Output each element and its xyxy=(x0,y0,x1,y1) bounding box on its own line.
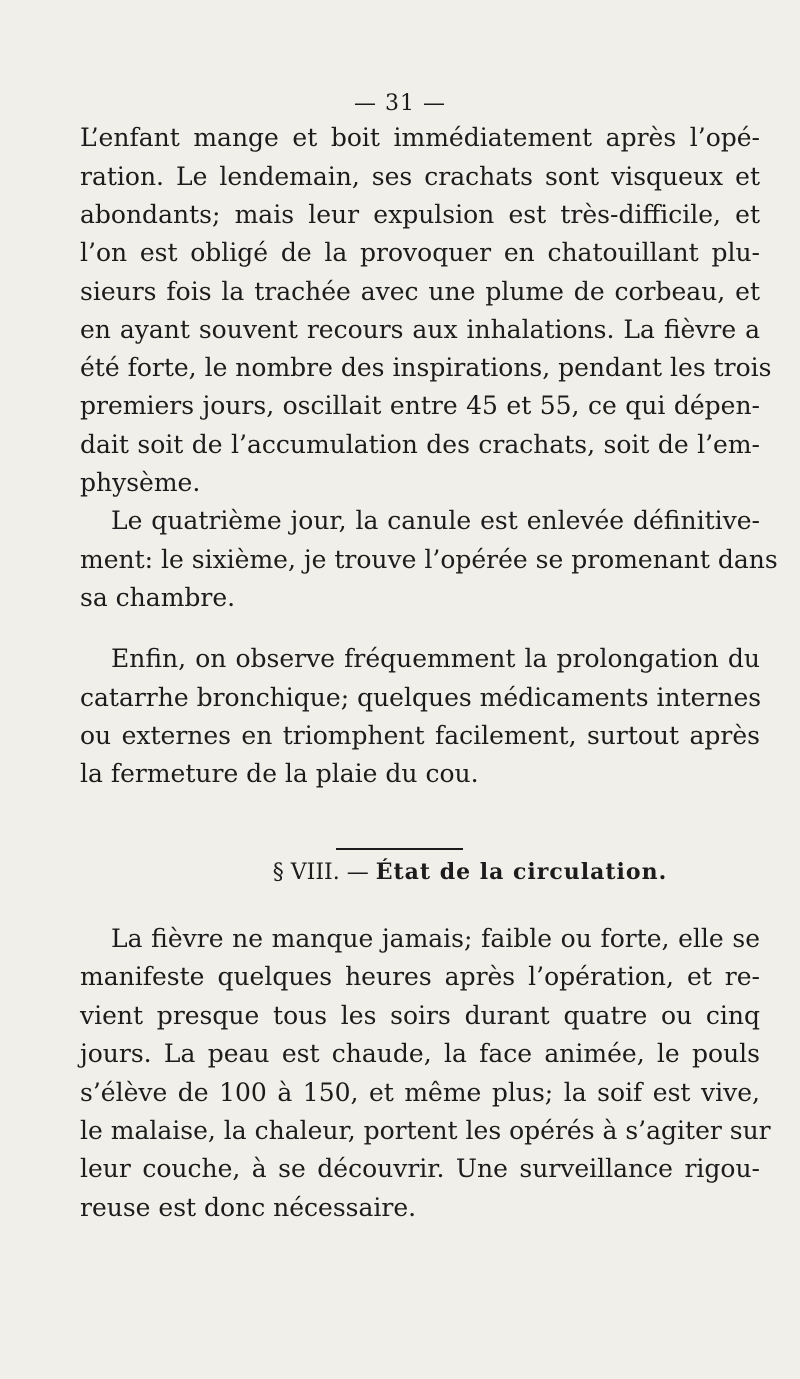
text-line: leur couche, à se découvrir. Une surveillance rigou- xyxy=(80,1154,760,1183)
text-line: manifeste quelques heures après l’opération, et re- xyxy=(80,962,760,991)
text-line: La fièvre ne manque jamais; faible ou forte, elle se xyxy=(111,924,760,953)
text-line: physème. xyxy=(80,468,201,497)
section-title: État de la circulation. xyxy=(375,859,668,885)
text-line: ou externes en triomphent facilement, surtout après xyxy=(80,721,760,750)
text-line: la fermeture de la plaie du cou. xyxy=(80,759,479,788)
text-line: reuse est donc nécessaire. xyxy=(80,1193,417,1222)
text-line: abondants; mais leur expulsion est très-difficile, et xyxy=(80,200,760,229)
section-heading xyxy=(140,857,800,888)
text-line: sieurs fois la trachée avec une plume de corbeau, et xyxy=(80,277,760,306)
text-line: Enfin, on observe fréquemment la prolongation du xyxy=(111,644,760,673)
page-number: — 31 — xyxy=(354,91,446,116)
text-line: été forte, le nombre des inspirations, pendant les trois xyxy=(80,353,772,382)
text-line: l’on est obligé de la provoquer en chatouillant plu- xyxy=(80,238,760,267)
text-line: premiers jours, oscillait entre 45 et 55, ce qui dépen- xyxy=(80,391,760,420)
text-line: dait soit de l’accumulation des crachats, soit de l’em- xyxy=(80,430,760,459)
text-line: catarrhe bronchique; quelques médicaments internes xyxy=(80,683,762,712)
text-line: jours. La peau est chaude, la face animée, le pouls xyxy=(80,1039,760,1068)
text-line: sa chambre. xyxy=(80,583,236,612)
text-line: le malaise, la chaleur, portent les opérés à s’agiter sur xyxy=(80,1116,771,1145)
text-line: ment: le sixième, je trouve l’opérée se promenant dans xyxy=(80,545,778,574)
text-line: Le quatrième jour, la canule est enlevée définitive- xyxy=(111,506,760,535)
text-line: vient presque tous les soirs durant quatre ou cinq xyxy=(80,1001,760,1030)
text-line: s’élève de 100 à 150, et même plus; la soif est vive, xyxy=(80,1078,760,1107)
text-line: L’enfant mange et boit immédiatement après l’opé- xyxy=(80,123,760,152)
text-line: en ayant souvent recours aux inhalations. La fièvre a xyxy=(80,315,760,344)
text-line: ration. Le lendemain, ses crachats sont visqueux et xyxy=(80,162,760,191)
section-number: § VIII. — xyxy=(272,860,369,885)
section-divider xyxy=(336,848,463,850)
